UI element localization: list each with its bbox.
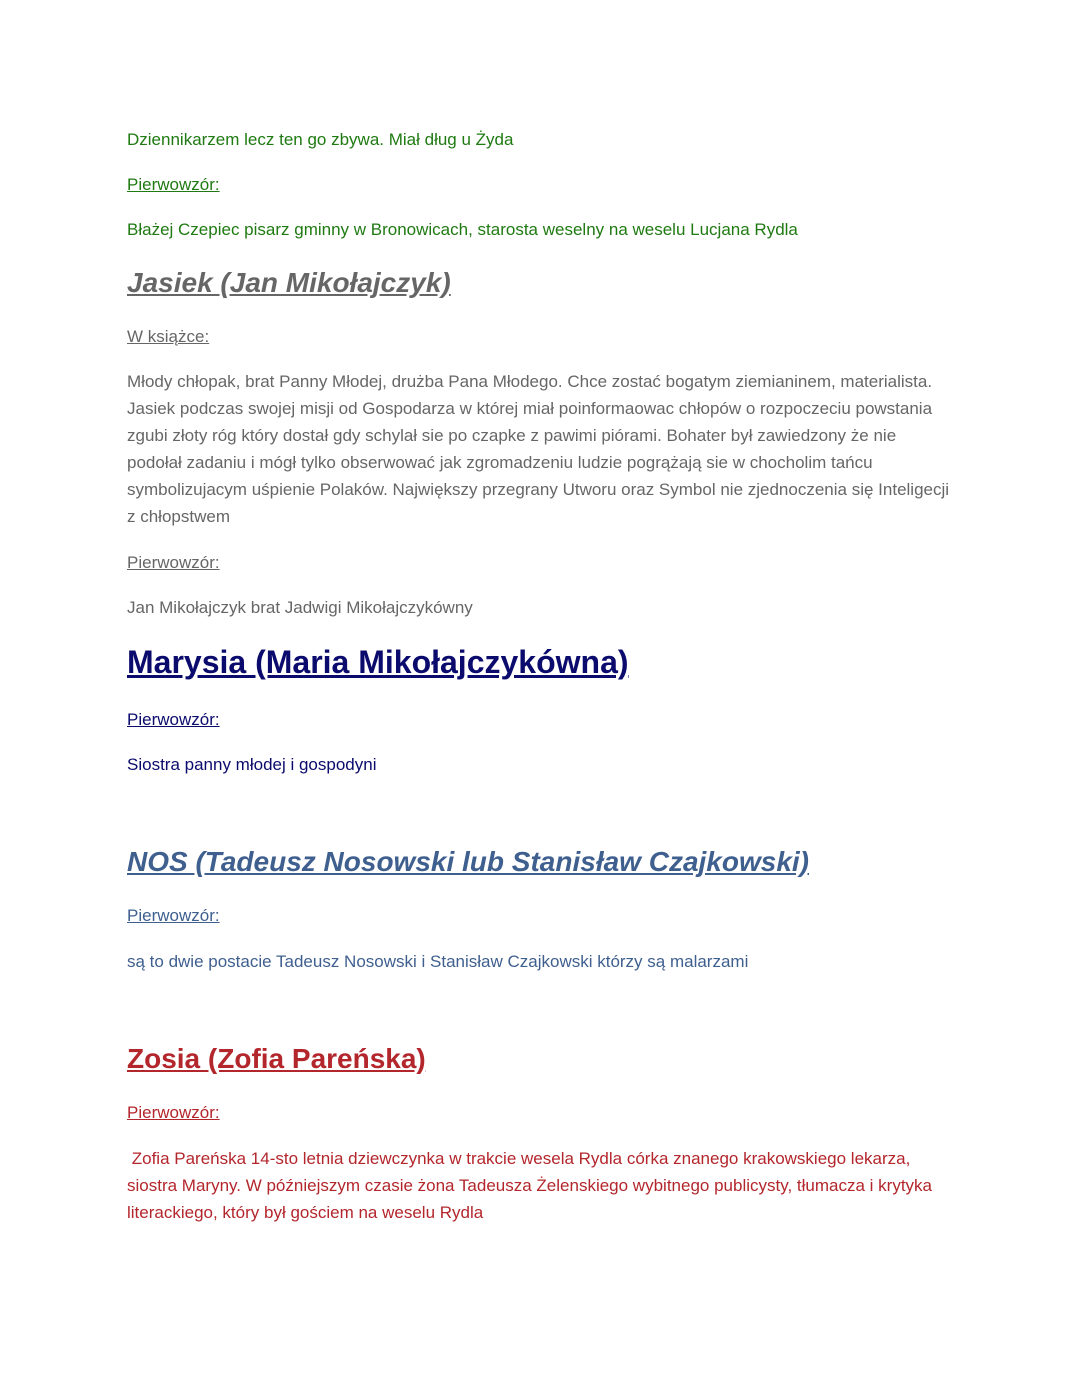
marysia-prototype-text: Siostra panny młodej i gospodyni: [127, 755, 377, 774]
blazej-intro-text: Dziennikarzem lecz ten go zbywa. Miał dług u Żyda: [127, 130, 514, 149]
jasiek-prototype-label: Pierwowzór:: [127, 553, 220, 572]
nos-heading: NOS (Tadeusz Nosowski lub Stanisław Czajkowski): [127, 846, 810, 877]
jasiek-book-text: Młody chłopak, brat Panny Młodej, drużba Pana Młodego. Chce zostać bogatym ziemianinem, materialista. Jasiek podczas swojej misji od Gospodarza w której miał poinformaowac chłopów o rozpoczeciu powstania zgubi złoty róg który dostał gdy schylał sie po czapke z pawimi piórami. Bohater był zawiedzony że nie podołał zadaniu i mógł tylko obserwować jak zgromadzeniu ludzie pogrążają sie w chocholim tańcu symbolizujacym uśpienie Polaków. Największy przegrany Utworu oraz Symbol nie zjednoczenia się Inteligecji z chłopstwem: [127, 372, 950, 526]
jasiek-heading: Jasiek (Jan Mikołajczyk): [127, 267, 451, 298]
nos-prototype-text: są to dwie postacie Tadeusz Nosowski i Stanisław Czajkowski którzy są malarzami: [127, 952, 749, 971]
blazej-prototype-label: Pierwowzór:: [127, 175, 220, 194]
zosia-prototype-label: Pierwowzór:: [127, 1103, 220, 1122]
marysia-prototype-label: Pierwowzór:: [127, 710, 220, 729]
jasiek-book-label: W książce:: [127, 327, 210, 346]
jasiek-prototype-text: Jan Mikołajczyk brat Jadwigi Mikołajczykówny: [127, 598, 473, 617]
zosia-prototype-text: Zofia Pareńska 14-sto letnia dziewczynka w trakcie wesela Rydla córka znanego krakowskiego lekarza, siostra Maryny. W późniejszym czasie żona Tadeusza Żelenskiego wybitnego publicysty, tłumacza i krytyka literackiego, który był gościem na weselu Rydla: [127, 1149, 937, 1222]
blazej-prototype-text: Błażej Czepiec pisarz gminny w Bronowicach, starosta weselny na weselu Lucjana Rydla: [127, 220, 798, 239]
nos-prototype-label: Pierwowzór:: [127, 906, 220, 925]
marysia-heading: Marysia (Maria Mikołajczykówna): [127, 644, 629, 680]
zosia-heading: Zosia (Zofia Pareńska): [127, 1043, 426, 1074]
